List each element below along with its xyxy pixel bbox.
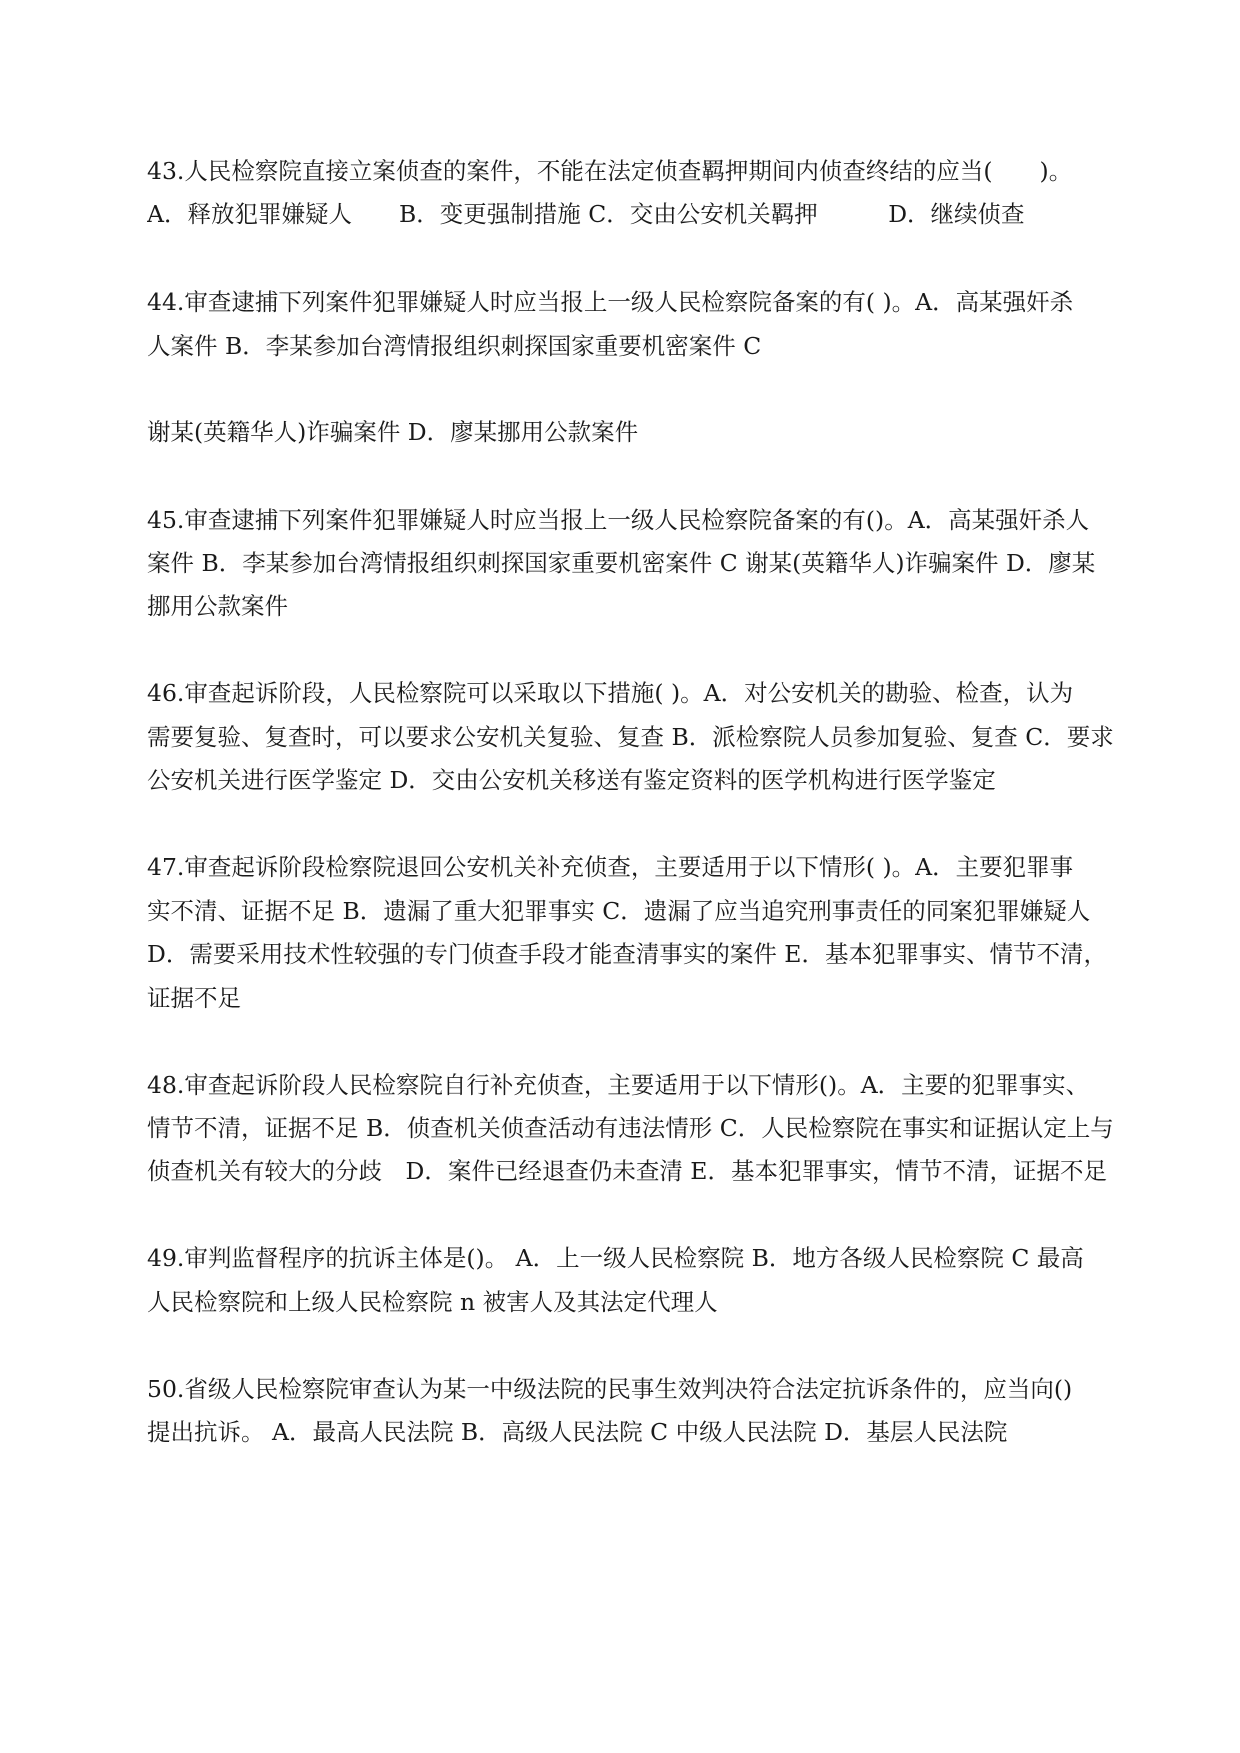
question-48-line-1: 48.审查起诉阶段人民检察院自行补充侦查，主要适用于以下情形()。A．主要的犯罪事实、 — [147, 1071, 1090, 1099]
question-43-line-1: 43.人民检察院直接立案侦查的案件，不能在法定侦查羁押期间内侦查终结的应当( )。 — [147, 157, 1073, 185]
question-43-line-2: A．释放犯罪嫌疑人 B．变更强制措施 C．交由公安机关羁押 D．继续侦查 — [147, 200, 1025, 228]
question-45-line-2: 案件 B．李某参加台湾情报组织刺探国家重要机密案件 C 谢某(英籍华人)诈骗案件 D．廖某 — [147, 549, 1096, 577]
question-47-line-3: D．需要采用技术性较强的专门侦查手段才能查清事实的案件 E．基本犯罪事实、情节不清， — [147, 940, 1107, 968]
question-47-line-1: 47.审查起诉阶段检察院退回公安机关补充侦查，主要适用于以下情形( )。A．主要犯罪事 — [147, 853, 1074, 881]
question-44-line-1: 44.审查逮捕下列案件犯罪嫌疑人时应当报上一级人民检察院备案的有( )。A．高某强奸杀 — [147, 288, 1074, 316]
question-48-line-3: 侦查机关有较大的分歧 D．案件已经退查仍未查清 E．基本犯罪事实，情节不清，证据不足 — [147, 1157, 1107, 1185]
question-50-line-2: 提出抗诉。 A．最高人民法院 B．高级人民法院 C 中级人民法院 D．基层人民法院 — [147, 1418, 1008, 1446]
question-46-line-3: 公安机关进行医学鉴定 D．交由公安机关移送有鉴定资料的医学机构进行医学鉴定 — [147, 766, 996, 794]
question-46-line-2: 需要复验、复查时，可以要求公安机关复验、复查 B．派检察院人员参加复验、复查 C．要求 — [147, 723, 1114, 751]
question-44-line-3: 谢某(英籍华人)诈骗案件 D．廖某挪用公款案件 — [147, 418, 639, 446]
question-49-line-1: 49.审判监督程序的抗诉主体是()。 A．上一级人民检察院 B．地方各级人民检察院 C 最高 — [147, 1244, 1084, 1272]
question-48-line-2: 情节不清，证据不足 B．侦查机关侦查活动有违法情形 C．人民检察院在事实和证据认定上与 — [147, 1114, 1114, 1142]
question-44-line-2: 人案件 B．李某参加台湾情报组织刺探国家重要机密案件 C — [147, 332, 762, 360]
question-49-line-2: 人民检察院和上级人民检察院 n 被害人及其法定代理人 — [147, 1288, 718, 1316]
question-46-line-1: 46.审查起诉阶段，人民检察院可以采取以下措施( )。A．对公安机关的勘验、检查，认为 — [147, 679, 1074, 707]
question-47-line-4: 证据不足 — [147, 984, 241, 1012]
question-45-line-3: 挪用公款案件 — [147, 592, 288, 620]
question-45-line-1: 45.审查逮捕下列案件犯罪嫌疑人时应当报上一级人民检察院备案的有()。A．高某强奸杀人 — [147, 506, 1090, 534]
question-47-line-2: 实不清、证据不足 B．遗漏了重大犯罪事实 C．遗漏了应当追究刑事责任的同案犯罪嫌疑人 — [147, 897, 1091, 925]
question-50-line-1: 50.省级人民检察院审查认为某一中级法院的民事生效判决符合法定抗诉条件的，应当向() — [147, 1375, 1073, 1403]
